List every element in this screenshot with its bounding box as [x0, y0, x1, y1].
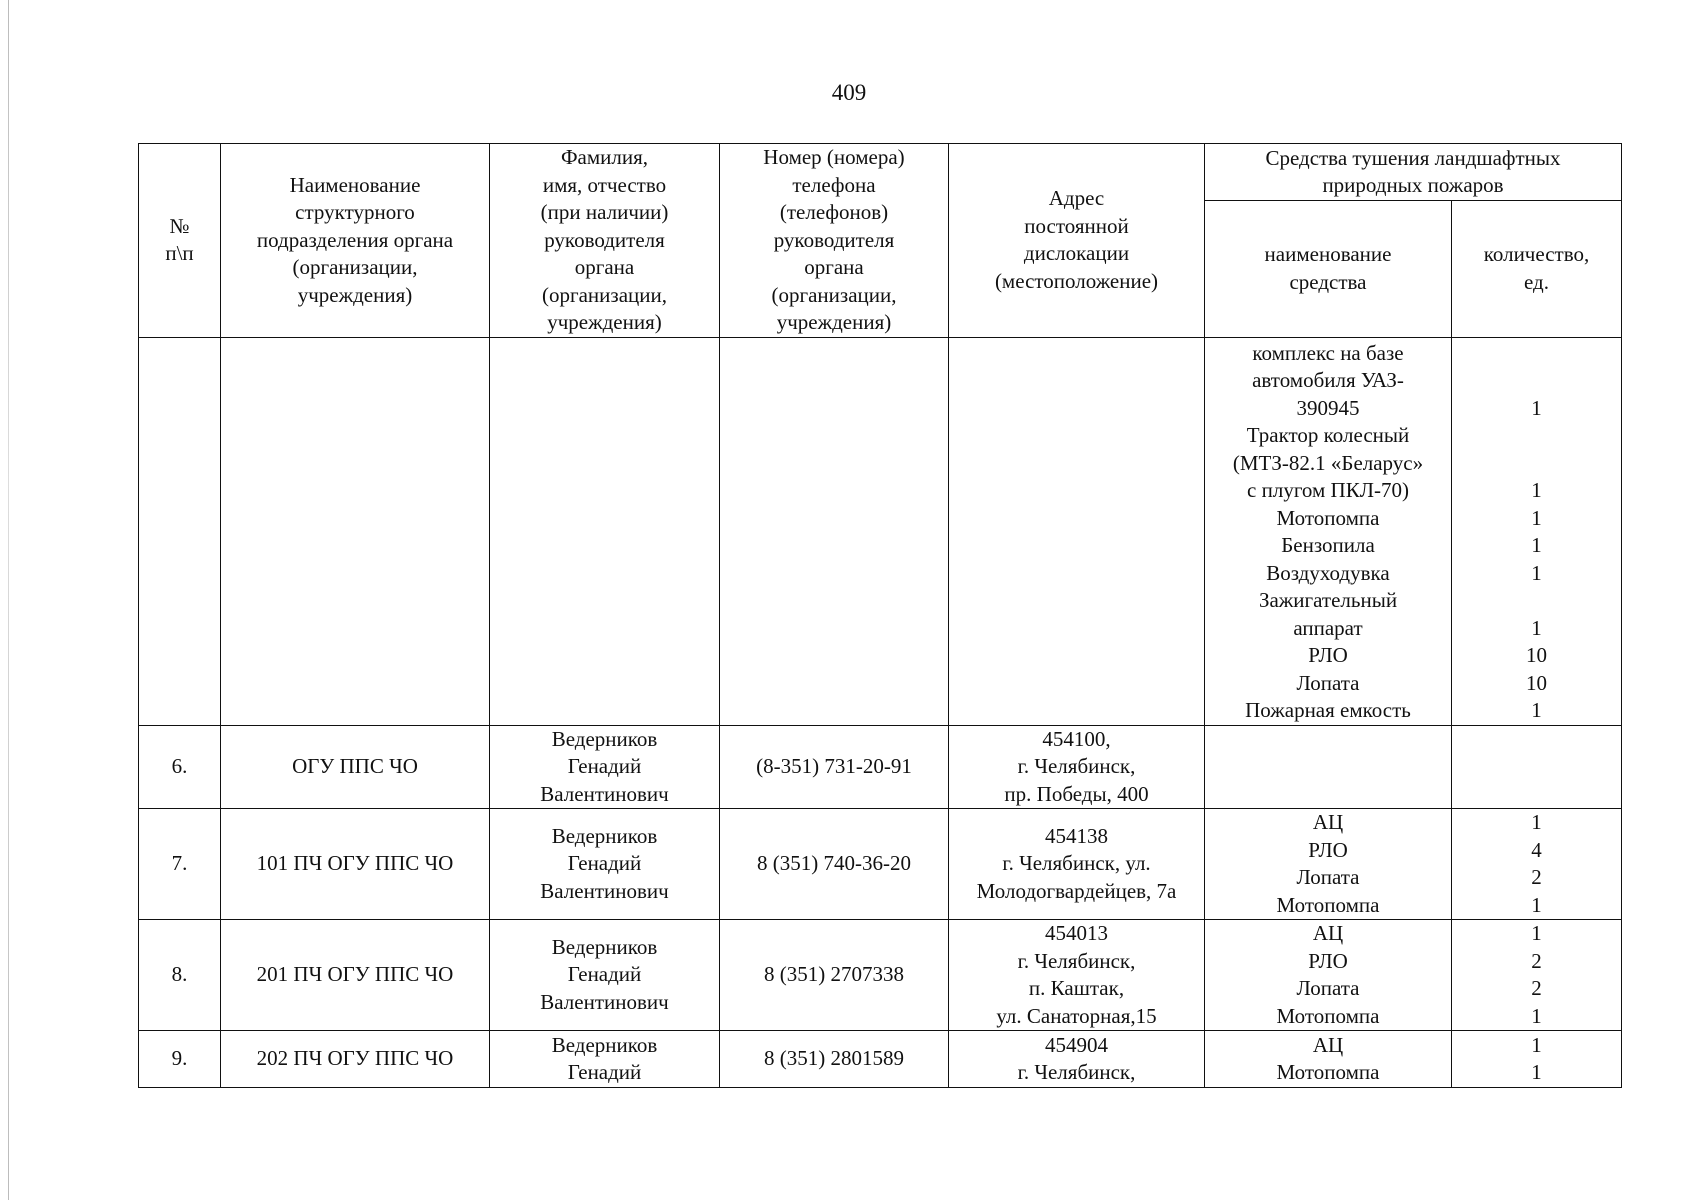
cell-head-name: Ведерников Генадий	[490, 1031, 720, 1088]
header-address: Адрес постоянной дислокации (местоположение)	[949, 144, 1205, 338]
cell-head-name: Ведерников Генадий Валентинович	[490, 809, 720, 920]
cell-empty	[221, 337, 490, 725]
header-phone: Номер (номера) телефона (телефонов) руководителя органа (организации, учреждения)	[720, 144, 949, 338]
cell-means-list: АЦ Мотопомпа	[1205, 1031, 1452, 1088]
cell-address: 454013 г. Челябинск, п. Каштак, ул. Санаторная,15	[949, 920, 1205, 1031]
header-means-name: наименование средства	[1205, 201, 1452, 337]
cell-phone: 8 (351) 740-36-20	[720, 809, 949, 920]
cell-head-name: Ведерников Генадий Валентинович	[490, 725, 720, 809]
cell-address: 454100, г. Челябинск, пр. Победы, 400	[949, 725, 1205, 809]
table-row	[139, 337, 1622, 725]
cell-unit-name: 202 ПЧ ОГУ ППС ЧО	[221, 1031, 490, 1088]
page-number: 409	[831, 80, 867, 105]
header-means-qty: количество, ед.	[1452, 201, 1622, 337]
cell-means-list: АЦ РЛО Лопата Мотопомпа	[1205, 920, 1452, 1031]
header-means-group: Средства тушения ландшафтных природных пожаров	[1205, 144, 1622, 201]
cell-unit-name: 201 ПЧ ОГУ ППС ЧО	[221, 920, 490, 1031]
cell-unit-name: ОГУ ППС ЧО	[221, 725, 490, 809]
table-row	[139, 1031, 1622, 1088]
cell-qty-list	[1452, 725, 1622, 809]
cell-qty-list: 1 4 2 1	[1452, 809, 1622, 920]
cell-empty	[720, 337, 949, 725]
cell-qty-list: 1 2 2 1	[1452, 920, 1622, 1031]
header-head-name: Фамилия, имя, отчество (при наличии) руководителя органа (организации, учреждения)	[490, 144, 720, 338]
table-row	[139, 725, 1622, 809]
cell-phone: 8 (351) 2707338	[720, 920, 949, 1031]
header-number: № п\п	[139, 144, 221, 338]
cell-number: 7.	[139, 809, 221, 920]
cell-means-list	[1205, 725, 1452, 809]
header-unit-name: Наименование структурного подразделения органа (организации, учреждения)	[221, 144, 490, 338]
cell-address: 454904 г. Челябинск,	[949, 1031, 1205, 1088]
cell-address: 454138 г. Челябинск, ул. Молодогвардейцев, 7а	[949, 809, 1205, 920]
cell-number: 8.	[139, 920, 221, 1031]
cell-unit-name: 101 ПЧ ОГУ ППС ЧО	[221, 809, 490, 920]
cell-number: 9.	[139, 1031, 221, 1088]
cell-empty	[490, 337, 720, 725]
cell-phone: (8-351) 731-20-91	[720, 725, 949, 809]
cell-qty-list: 1 1 1 1 1 1 10 10 1	[1452, 337, 1622, 725]
fire-units-table	[138, 143, 1622, 1088]
cell-empty	[139, 337, 221, 725]
cell-means-list: комплекс на базе автомобиля УАЗ- 390945 Трактор колесный (МТЗ-82.1 «Беларус» с плугом ПКЛ-70) Мотопомпа Бензопила Воздуходувка Зажигательный аппарат РЛО Лопата Пожарная емкость	[1205, 337, 1452, 725]
cell-qty-list: 1 1	[1452, 1031, 1622, 1088]
cell-number: 6.	[139, 725, 221, 809]
cell-means-list: АЦ РЛО Лопата Мотопомпа	[1205, 809, 1452, 920]
scan-edge-line	[8, 0, 9, 1200]
table-row	[139, 809, 1622, 920]
cell-head-name: Ведерников Генадий Валентинович	[490, 920, 720, 1031]
cell-empty	[949, 337, 1205, 725]
table-header-row	[139, 144, 1622, 201]
table-row	[139, 920, 1622, 1031]
cell-phone: 8 (351) 2801589	[720, 1031, 949, 1088]
